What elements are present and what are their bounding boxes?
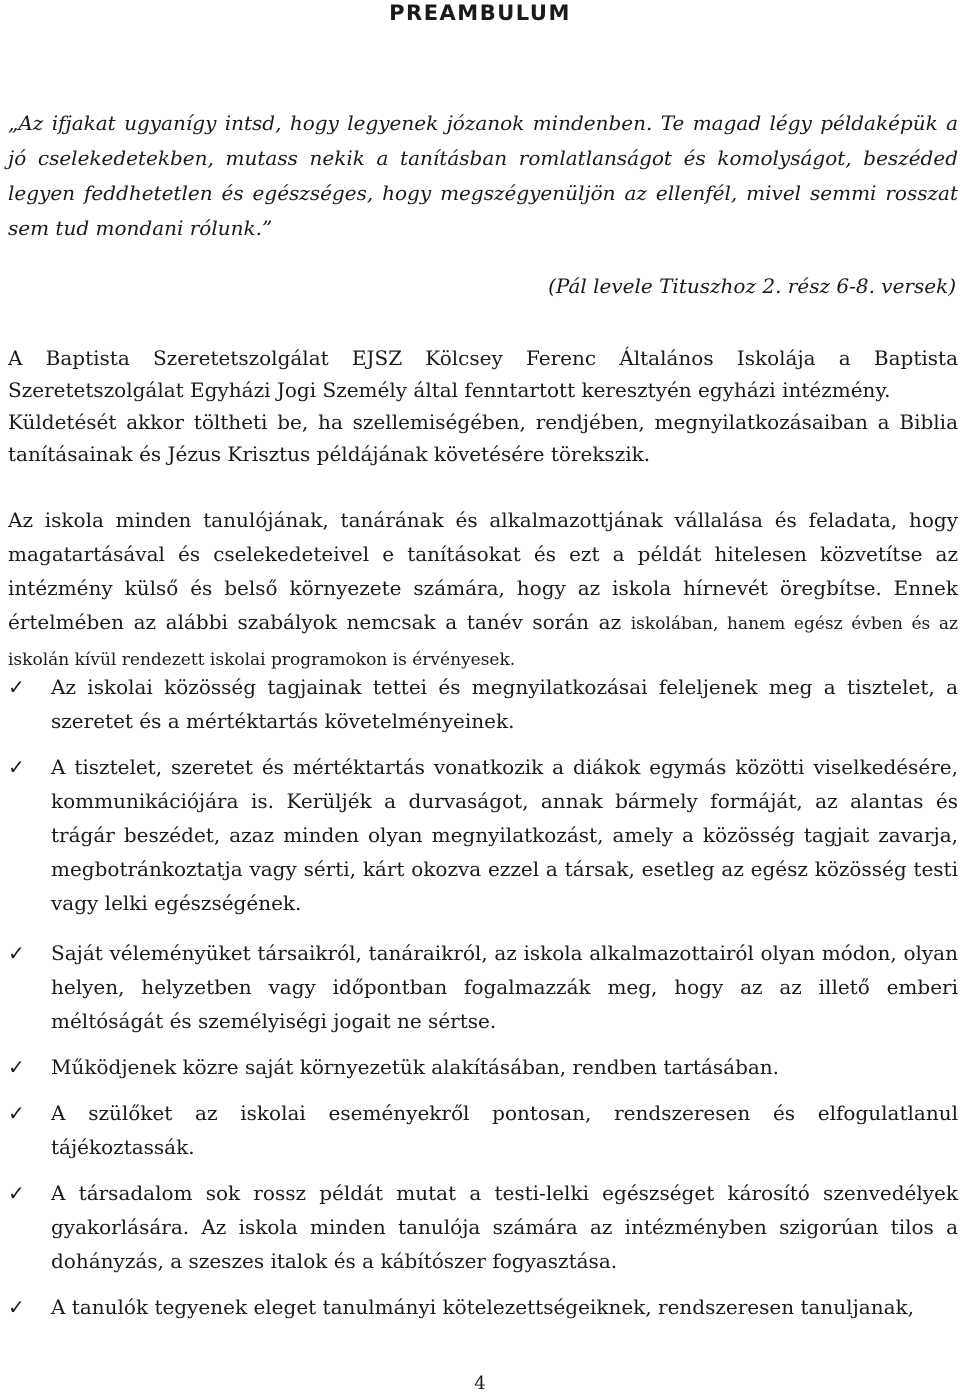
rule-item: [8, 1290, 958, 1324]
check-icon: ✓: [8, 941, 25, 965]
rule-text: A tisztelet, szeretet és mértéktartás vonatkozik a diákok egymás közötti viselkedésére, kommunikációjára is. Kerüljék a durvaságot, annak bármely formáját, az alantas és trágár beszédet, azaz minden olyan megnyilatkozást, amely a közösség tagjait zavarja, megbotránkoztatja vagy sérti, kárt okozva ezzel a társak, esetleg az egész közösség testi vagy lelki egészségének.: [51, 755, 958, 915]
mission-tail: iskolában, hanem egész évben és az iskolán kívül rendezett iskolai programokon is érvényesek.: [8, 614, 958, 670]
mission-text: [8, 503, 958, 677]
intro-sentence: A Baptista Szeretetszolgálat EJSZ Kölcsey Ferenc Általános Iskolája a Baptista Szeretetszolgálat Egyházi Jogi Személy által fenntartott keresztyén egyházi intézmény.: [8, 346, 958, 402]
rule-item: [8, 936, 958, 1038]
quote-source: (Pál levele Tituszhoz 2. rész 6-8. versek): [548, 274, 956, 298]
check-icon: ✓: [8, 755, 25, 779]
rule-text: A szülőket az iskolai eseményekről pontosan, rendszeresen és elfogulatlanul tájékoztassák.: [51, 1101, 958, 1159]
check-icon: ✓: [8, 675, 25, 699]
page-number: 4: [474, 1373, 486, 1394]
rule-text: Saját véleményüket társaikról, tanáraikról, az iskola alkalmazottairól olyan módon, olyan helyen, helyzetben vagy időpontban fogalmazzák meg, hogy az az illető emberi méltóságát és személyiségi jogait ne sértse.: [51, 941, 958, 1033]
intro-paragraph: [8, 342, 958, 470]
page-title: PREAMBULUM: [389, 1, 571, 25]
rule-item: [8, 1096, 958, 1164]
check-icon: ✓: [8, 1101, 25, 1125]
check-icon: ✓: [8, 1055, 25, 1079]
mission-paragraph: [8, 503, 958, 677]
rule-text: Az iskolai közösség tagjainak tettei és megnyilatkozásai feleljenek meg a tisztelet, a szeretet és a mértéktartás követelményeinek.: [51, 675, 958, 733]
rule-item: [8, 1176, 958, 1278]
intro-sentence: Küldetését akkor töltheti be, ha szellemiségében, rendjében, megnyilatkozásaiban a Biblia tanításainak és Jézus Krisztus példájának követésére törekszik.: [8, 410, 958, 466]
rule-item: [8, 1050, 958, 1084]
bible-quote: „Az ifjakat ugyanígy intsd, hogy legyenek józanok mindenben. Te magad légy példaképük a jó cselekedetekben, mutass nekik a tanításban romlatlanságot és komolyságot, beszéded legyen feddhetetlen és egészséges, hogy megszégyenüljön az ellenfél, mivel semmi rosszat sem tud mondani rólunk.”: [8, 111, 958, 240]
rule-item: [8, 750, 958, 920]
rules-list: [8, 670, 958, 1324]
mission-main: Az iskola minden tanulójának, tanárának és alkalmazottjának vállalása és feladata, hogy magatartásával és cselekedeteivel e tanításokat és ezt a példát hitelesen közvetítse az intézmény külső és belső környezete számára, hogy az iskola hírnevét öregbítse. Ennek értelmében az alábbi szabályok nemcsak a tanév során az: [8, 508, 958, 634]
rule-text: A társadalom sok rossz példát mutat a testi-lelki egészséget károsító szenvedélyek gyakorlására. Az iskola minden tanulója számára az intézményben szigorúan tilos a dohányzás, a szeszes italok és a kábítószer fogyasztása.: [51, 1181, 958, 1273]
check-icon: ✓: [8, 1181, 25, 1205]
check-icon: ✓: [8, 1295, 25, 1319]
rule-text: A tanulók tegyenek eleget tanulmányi kötelezettségeiknek, rendszeresen tanuljanak,: [51, 1295, 914, 1319]
rule-item: [8, 670, 958, 738]
rule-text: Működjenek közre saját környezetük alakításában, rendben tartásában.: [51, 1055, 780, 1079]
